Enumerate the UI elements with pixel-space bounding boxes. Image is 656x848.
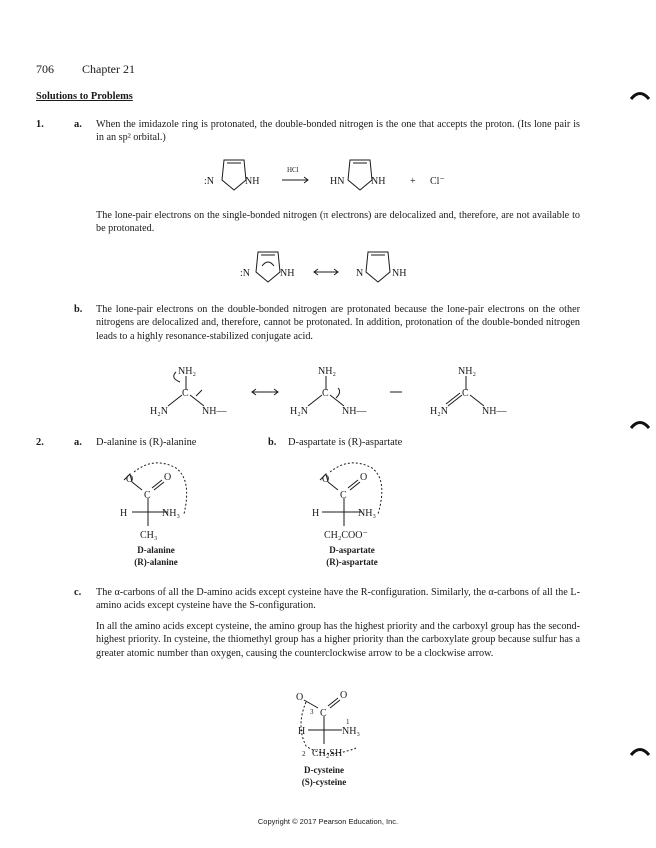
guanidine-nh2: NH₂ — [178, 366, 196, 377]
problem-2c-followup: In all the amino acids except cysteine, the amino group has the highest priority and the carboxyl group has the second-highest priority. In cysteine, the thiomethyl group has a higher priority than the carboxylate group because sulfur has a greater atomic number than oxygen, causing the counterclockwise arrow to be a clockwise arrow. — [96, 621, 580, 659]
copyright-footer: Copyright © 2017 Pearson Education, Inc. — [257, 817, 399, 826]
methyl-ch3: CH₃ — [140, 530, 158, 541]
problem-number: 2. — [36, 437, 44, 448]
priority-1: 1 — [346, 718, 350, 726]
carboxyl-c: C — [340, 490, 347, 501]
chloride-ion: Cl⁻ — [430, 176, 445, 187]
priority-2: 2 — [302, 750, 306, 758]
page-edge-mark — [630, 88, 650, 102]
guanidine-nh2: NH₂ — [318, 366, 336, 377]
guanidine-c: C — [182, 388, 189, 399]
alanine-fischer-projection — [104, 458, 214, 546]
guanidine-c: C — [322, 388, 329, 399]
alanine-caption-2: (R)-alanine — [134, 557, 178, 567]
problem-2a-text: D-alanine is (R)-alanine — [96, 437, 197, 448]
problem-1a-text: When the imidazole ring is protonated, the double-bonded nitrogen is the one that accepts the proton. (Its lone pair is in an sp² orbital.) — [96, 119, 580, 144]
guanidine-nh2: NH₂ — [458, 366, 476, 377]
part-letter: b. — [74, 304, 83, 315]
alpha-h: H — [120, 508, 128, 519]
cysteine-caption-1: D-cysteine — [304, 765, 344, 775]
carbonyl-o: O — [340, 690, 348, 701]
guanidine-c: C — [462, 388, 469, 399]
resonance-right-n: N — [356, 268, 364, 279]
section-title: Solutions to Problems — [36, 91, 133, 102]
imidazole-resonance-figure — [236, 246, 426, 288]
problem-2c-text: The α-carbons of all the D-amino acids except cysteine have the R-configuration. Similarly, the α-carbons of all the L-amino acids except cysteine have the S-configuration. — [96, 587, 580, 612]
guanidine-h2n: H₂N — [150, 406, 168, 417]
page-number: 706 — [36, 62, 54, 76]
priority-3: 3 — [310, 708, 314, 716]
imidazolium-nh: NH — [371, 176, 386, 187]
carboxyl-c: C — [320, 708, 327, 719]
problem-number: 1. — [36, 119, 44, 130]
page-edge-mark — [630, 744, 650, 758]
part-letter: b. — [268, 437, 277, 448]
side-chain: CH₂COO⁻ — [324, 530, 368, 541]
carbonyl-o: O — [360, 472, 368, 483]
amino-nh3: NH₃ — [342, 726, 360, 737]
part-letter: a. — [74, 119, 82, 130]
problem-1b-text: The lone-pair electrons on the double-bonded nitrogen are protonated because the lone-pair electrons on the other nitrogens are delocalized and, therefore, cannot be protonated. In addition, protonation of the double-bonded nitrogen leads to a highly resonance-stabilized conjugate acid. — [96, 304, 580, 342]
imidazole-n: :N — [204, 176, 214, 187]
reagent-label: HCl — [287, 166, 299, 174]
guanidine-h2n: H₂N — [430, 406, 448, 417]
carboxylate-o-minus: O — [296, 692, 304, 703]
resonance-right-nh: NH — [392, 268, 407, 279]
amino-nh3: NH₃ — [358, 508, 376, 519]
chapter-label: Chapter 21 — [82, 62, 135, 76]
guanidine-h2n: H₂N — [290, 406, 308, 417]
plus-sign: + — [410, 176, 416, 187]
amino-nh3: NH₃ — [162, 508, 180, 519]
resonance-left-n: :N — [240, 268, 250, 279]
alpha-h: H — [312, 508, 320, 519]
aspartate-caption-2: (R)-aspartate — [326, 557, 378, 567]
aspartate-fischer-projection — [300, 458, 410, 546]
alanine-caption-1: D-alanine — [137, 545, 175, 555]
aspartate-caption-1: D-aspartate — [329, 545, 375, 555]
imidazole-protonation-figure — [200, 152, 470, 198]
imidazole-nh: NH — [245, 176, 260, 187]
alpha-h: H — [298, 726, 306, 737]
part-letter: a. — [74, 437, 82, 448]
part-letter: c. — [74, 587, 82, 598]
guanidinium-resonance-figure — [146, 362, 516, 418]
carboxyl-c: C — [144, 490, 151, 501]
guanidine-nh: NH— — [342, 406, 367, 417]
guanidine-nh: NH— — [202, 406, 227, 417]
carbonyl-o: O — [164, 472, 172, 483]
problem-2b-text: D-aspartate is (R)-aspartate — [288, 437, 403, 448]
imidazolium-hn: HN — [330, 176, 345, 187]
guanidine-nh: NH— — [482, 406, 507, 417]
cysteine-caption-2: (S)-cysteine — [301, 777, 347, 787]
side-chain: CH₂SH — [312, 748, 343, 759]
problem-1a-followup: The lone-pair electrons on the single-bonded nitrogen (π electrons) are delocalized and, therefore, are not available to be protonated. — [96, 210, 580, 235]
page-edge-mark — [630, 417, 650, 431]
carboxylate-o-minus: O — [126, 474, 134, 485]
carboxylate-o-minus: O — [322, 474, 330, 485]
resonance-left-nh: NH — [280, 268, 295, 279]
cysteine-fischer-projection — [282, 686, 392, 766]
